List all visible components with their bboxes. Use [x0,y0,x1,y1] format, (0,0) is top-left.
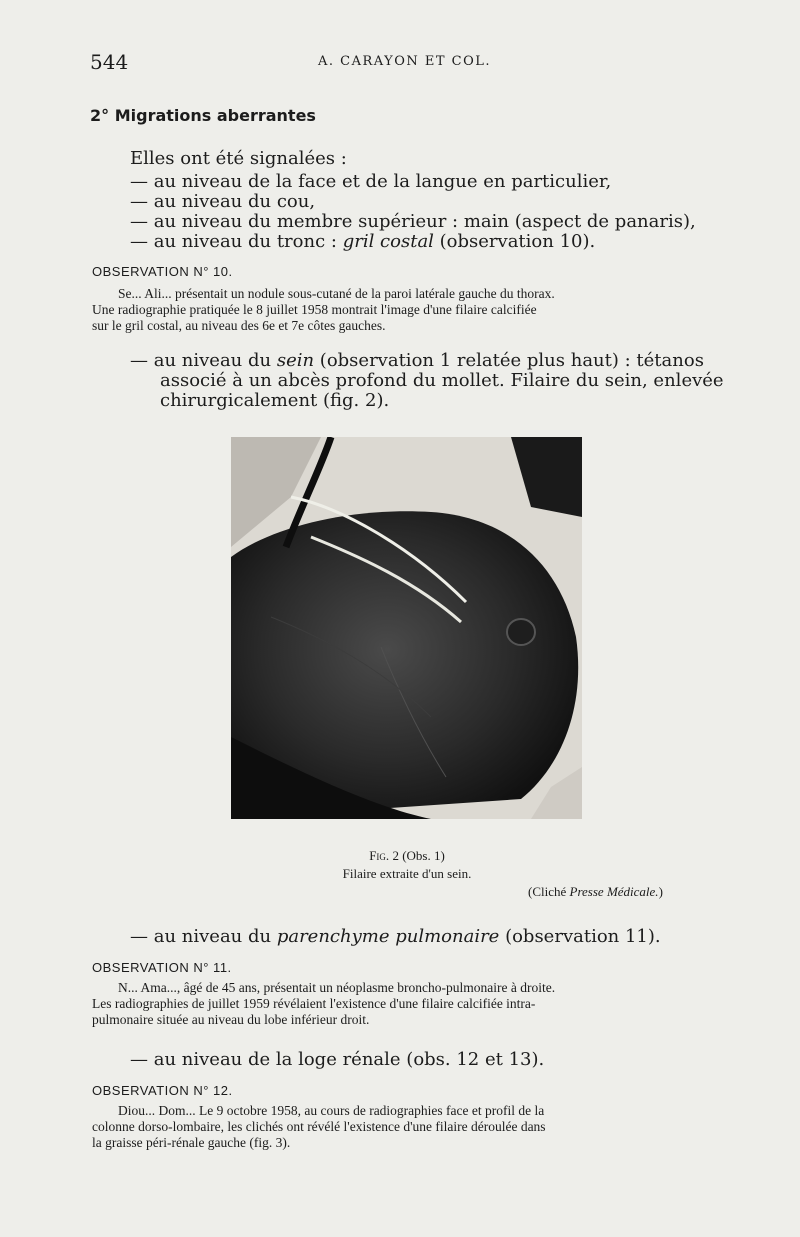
observation-text: Les radiographies de juillet 1959 révélaient l'existence d'une filaire calcifiée intra- [92,996,536,1011]
section-title: 2° Migrations aberrantes [90,106,316,125]
list-item: — au niveau du membre supérieur : main (aspect de panaris), [130,211,696,232]
observation-text: N... Ama..., âgé de 45 ans, présentait un néoplasme broncho-pulmonaire à droite. [118,980,556,995]
observation-text: la graisse péri-rénale gauche (fig. 3). [92,1135,291,1150]
observation-heading: OBSERVATION N° 10. [92,264,233,279]
running-header: A. CARAYON ET COL. [318,54,492,69]
list-item: — au niveau de la face et de la langue en particulier, [130,171,612,192]
intro-lead: Elles ont été signalées : [130,148,347,169]
paragraph-sein: — au niveau du sein (observation 1 relatée plus haut) : tétanos [130,350,704,371]
paragraph-sein-line: associé à un abcès profond du mollet. Filaire du sein, enlevée [160,370,724,391]
figure-caption-number: Fig. 2 (Obs. 1) [369,848,445,863]
observation-heading: OBSERVATION N° 11. [92,960,232,975]
observation-text: colonne dorso-lombaire, les clichés ont révélé l'existence d'une filaire déroulée dans [92,1119,546,1134]
paragraph-sein-line: chirurgicalement (fig. 2). [160,390,390,411]
observation-text: Une radiographie pratiquée le 8 juillet 1958 montrait l'image d'une filaire calcifiée [92,302,537,317]
paragraph-pulmonaire: — au niveau du parenchyme pulmonaire (observation 11). [130,926,661,947]
figure-caption: Filaire extraite d'un sein. [342,866,472,881]
figure-photo [231,437,582,819]
observation-text: Diou... Dom... Le 9 octobre 1958, au cours de radiographies face et profil de la [118,1103,545,1118]
observation-text: pulmonaire située au niveau du lobe inférieur droit. [92,1012,370,1027]
observation-text: sur le gril costal, au niveau des 6e et 7e côtes gauches. [92,318,386,333]
figure-credit: (Cliché Presse Médicale.) [528,884,663,899]
list-item: — au niveau du tronc : gril costal (observation 10). [130,231,596,252]
breast-filaria-photo [231,437,582,819]
paragraph-renale: — au niveau de la loge rénale (obs. 12 et 13). [130,1049,545,1070]
observation-text: Se... Ali... présentait un nodule sous-cutané de la paroi latérale gauche du thorax. [118,286,555,301]
list-item: — au niveau du cou, [130,191,316,212]
observation-heading: OBSERVATION N° 12. [92,1083,233,1098]
page-number: 544 [90,50,129,74]
